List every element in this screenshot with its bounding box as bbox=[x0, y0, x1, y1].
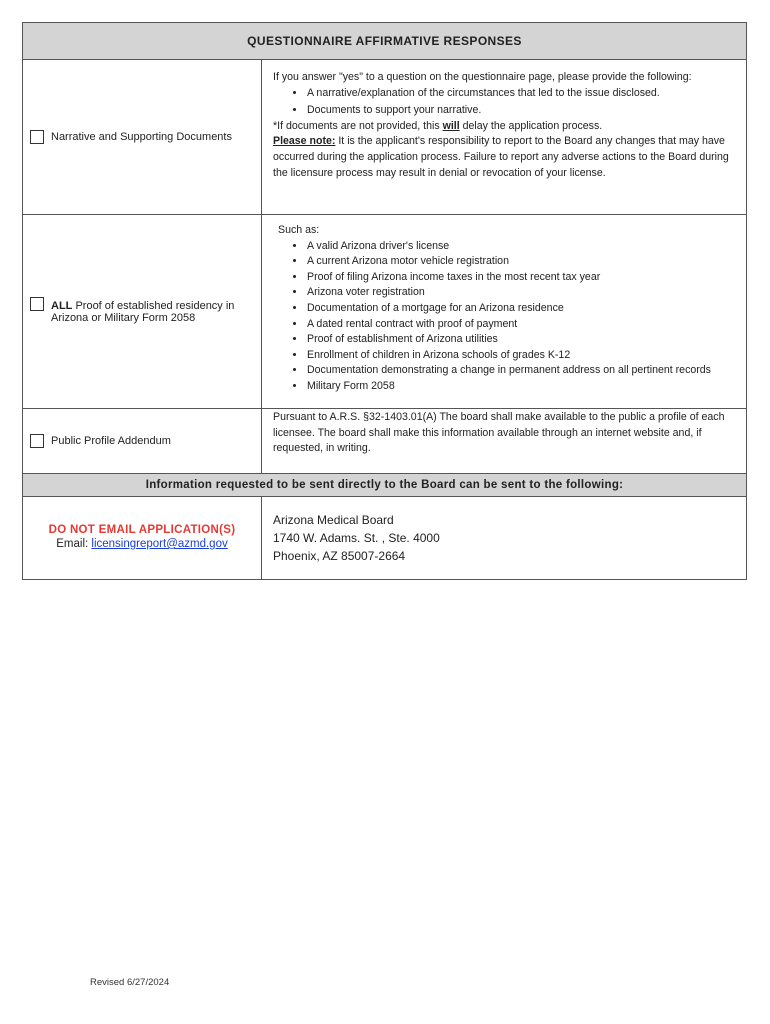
address-line: Arizona Medical Board bbox=[273, 513, 394, 527]
sub-header bbox=[23, 474, 746, 497]
list-item: • Proof of establishment of Arizona utilities bbox=[306, 332, 740, 348]
list-item: • Documentation demonstrating a change in permanent address on all pertinent records bbox=[306, 363, 740, 379]
list-item: • Proof of filing Arizona income taxes in the most recent tax year bbox=[306, 270, 740, 286]
revised-date: Revised 6/27/2024 bbox=[90, 977, 170, 988]
list-item: • Documentation of a mortgage for an Arizona residence bbox=[306, 301, 740, 317]
please-note: Please note: It is the applicant's responsibility to report to the Board any changes that may have occurred during the application process. Failure to report any adverse actions to the Board during the licensure process may result in denial or revocation of your license. bbox=[273, 135, 729, 179]
do-not-email-warning: DO NOT EMAIL APPLICATION(S) bbox=[48, 524, 236, 536]
profile-label-cell bbox=[23, 409, 262, 473]
narrative-bullet-list bbox=[273, 86, 740, 119]
narrative-label: Narrative and Supporting Documents bbox=[51, 131, 232, 143]
board-address bbox=[262, 497, 746, 579]
list-item: • A current Arizona motor vehicle registration bbox=[306, 254, 740, 270]
narrative-row bbox=[23, 60, 746, 215]
email-line: Email: licensingreport@azmd.gov bbox=[56, 538, 228, 550]
narrative-note: *If documents are not provided, this will delay the application process. bbox=[273, 119, 603, 132]
list-item: • A dated rental contract with proof of payment bbox=[306, 317, 740, 333]
narrative-intro: If you answer "yes" to a question on the questionnaire page, please provide the following: bbox=[273, 71, 692, 83]
affirmative-responses-table bbox=[22, 22, 747, 580]
contact-row bbox=[23, 497, 746, 579]
list-item: • A narrative/explanation of the circumstances that led to the issue disclosed. bbox=[306, 86, 740, 102]
list-item: • Enrollment of children in Arizona schools of grades K-12 bbox=[306, 348, 740, 364]
narrative-details bbox=[262, 60, 746, 214]
narrative-label-cell bbox=[23, 60, 262, 214]
address-line: Phoenix, AZ 85007-2664 bbox=[273, 549, 406, 563]
address-line: 1740 W. Adams. St. , Ste. 4000 bbox=[273, 531, 440, 545]
email-link[interactable]: licensingreport@azmd.gov bbox=[91, 538, 228, 550]
contact-email-cell bbox=[23, 497, 262, 579]
profile-checkbox[interactable] bbox=[30, 434, 44, 448]
list-item: • A valid Arizona driver's license bbox=[306, 239, 740, 255]
table-header bbox=[23, 23, 746, 60]
list-item: • Arizona voter registration bbox=[306, 285, 740, 301]
list-item: • Military Form 2058 bbox=[306, 379, 740, 395]
profile-label: Public Profile Addendum bbox=[51, 435, 171, 447]
profile-details: Pursuant to A.R.S. §32-1403.01(A) The board shall make available to the public a profile of each licensee. The board shall make this information available through an internet website and, if requested, in writing. bbox=[273, 411, 725, 455]
residency-label: ALL Proof of established residency in Arizona or Military Form 2058 bbox=[51, 299, 235, 324]
residency-checkbox[interactable] bbox=[30, 297, 44, 311]
profile-row bbox=[23, 409, 746, 474]
list-item: • Documents to support your narrative. bbox=[306, 103, 740, 119]
residency-details bbox=[262, 215, 746, 408]
residency-intro: Such as: bbox=[278, 224, 320, 236]
residency-label-cell bbox=[23, 215, 262, 408]
residency-bullet-list bbox=[278, 239, 740, 395]
table-title: QUESTIONNAIRE AFFIRMATIVE RESPONSES bbox=[247, 34, 522, 48]
sub-header-title: Information requested to be sent directly to the Board can be sent to the following: bbox=[145, 479, 624, 491]
residency-row bbox=[23, 215, 746, 409]
narrative-checkbox[interactable] bbox=[30, 130, 44, 144]
